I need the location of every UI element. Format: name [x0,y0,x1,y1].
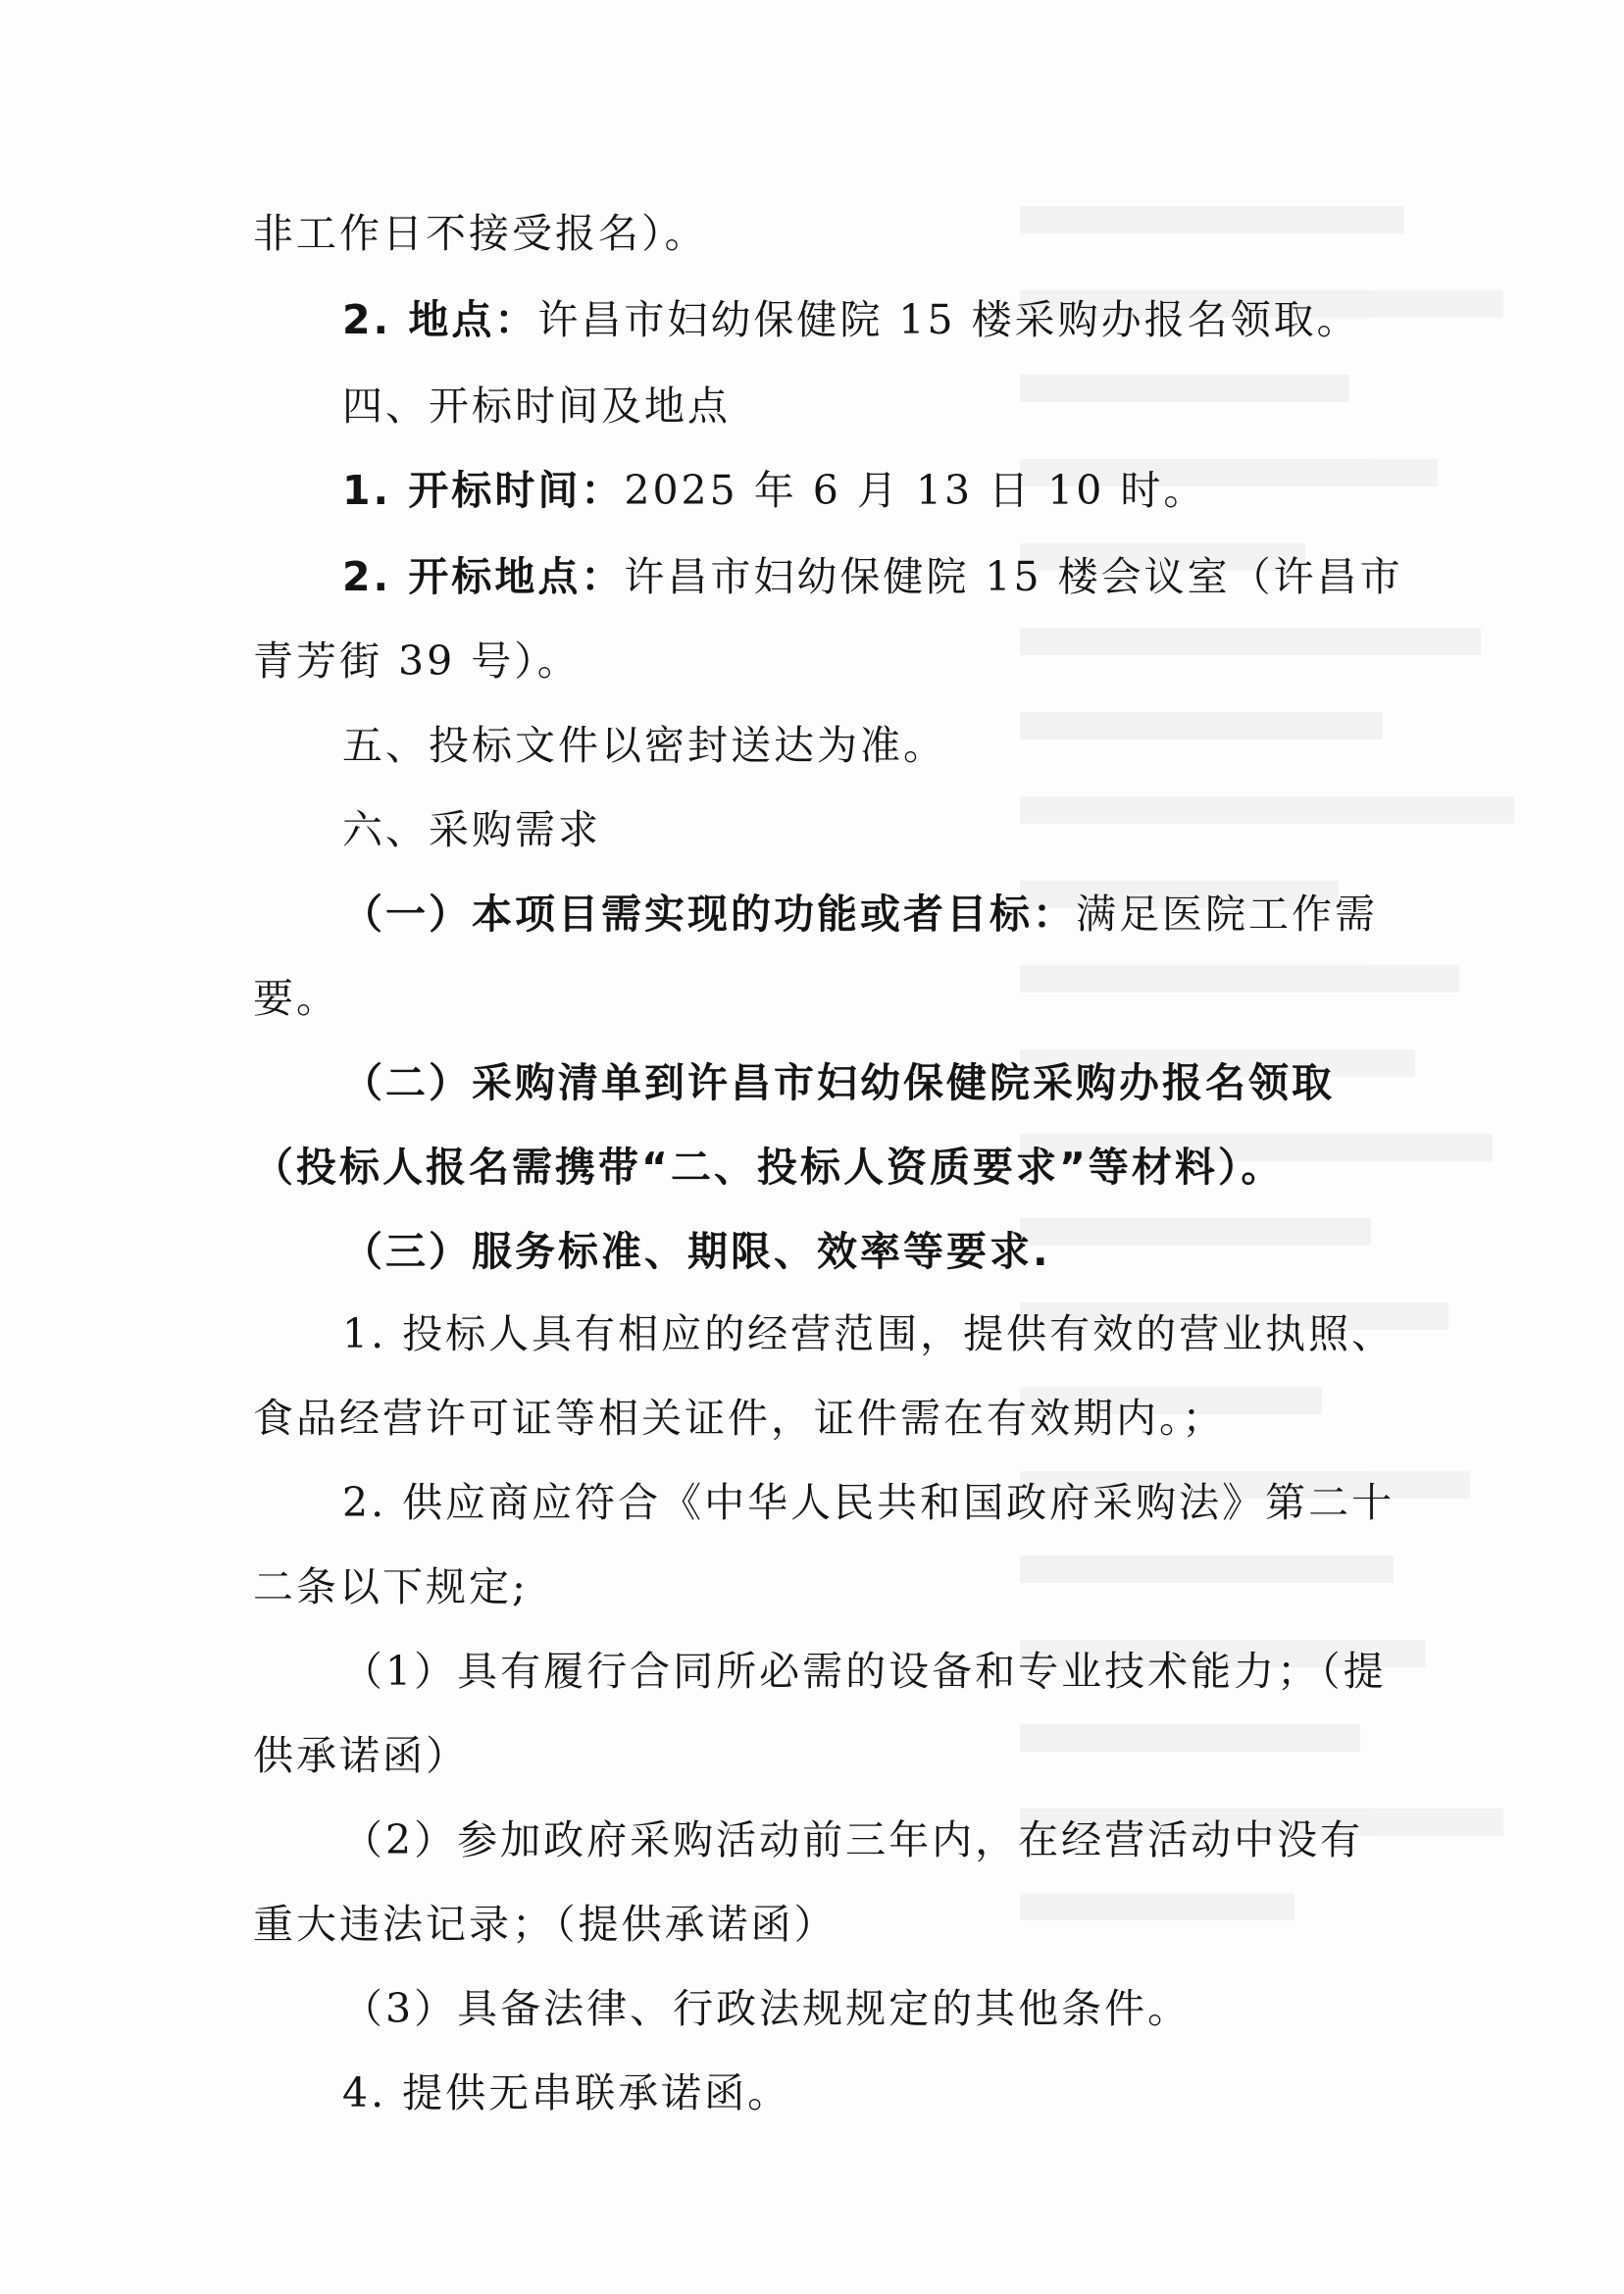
text-line-2: 2. 地点：许昌市妇幼保健院 15 楼采购办报名领取。 [342,296,1360,343]
subsection-2-heading: （二）采购清单到许昌市妇幼保健院采购办报名领取 [342,1059,1335,1106]
condition-2-line-1: （2）参加政府采购活动前三年内，在经营活动中没有 [342,1816,1364,1863]
section-heading-4: 四、开标时间及地点 [342,382,731,430]
location-label: 2. 地点： [342,296,538,343]
opening-location-label: 2. 开标地点： [342,553,625,600]
requirement-2-line-1: 2. 供应商应符合《中华人民共和国政府采购法》第二十 [342,1479,1396,1526]
requirement-2-line-2: 二条以下规定; [253,1563,529,1610]
subsection-2-continuation: （投标人报名需携带“二、投标人资质要求”等材料）。 [253,1144,1285,1191]
requirement-1-line-2: 食品经营许可证等相关证件，证件需在有效期内。； [253,1395,1226,1442]
subsection-3-heading: （三）服务标准、期限、效率等要求. [342,1228,1051,1275]
opening-time-label: 1. 开标时间： [342,467,625,514]
requirement-1-line-1: 1. 投标人具有相应的经营范围，提供有效的营业执照、 [342,1310,1396,1357]
condition-1-line-1: （1）具有履行合同所必需的设备和专业技术能力；（提 [342,1648,1387,1695]
text-line-5: 2. 开标地点：许昌市妇幼保健院 15 楼会议室（许昌市 [342,553,1403,600]
section-heading-6: 六、采购需求 [342,806,601,853]
text-line-6: 青芳街 39 号）。 [253,637,581,685]
condition-1-line-2: 供承诺函） [253,1732,469,1779]
subsection-1-label: （一）本项目需实现的功能或者目标： [342,891,1076,938]
condition-2-line-2: 重大违法记录；（提供承诺函） [253,1901,837,1948]
condition-3-line: （3）具备法律、行政法规规定的其他条件。 [342,1985,1192,2032]
text-line-9: （一）本项目需实现的功能或者目标：满足医院工作需 [342,891,1378,938]
requirement-4-line: 4. 提供无串联承诺函。 [342,2069,791,2116]
text-line-10: 要。 [253,975,339,1022]
text-line-1: 非工作日不接受报名）。 [253,210,708,257]
text-line-4: 1. 开标时间：2025 年 6 月 13 日 10 时。 [342,467,1207,514]
section-heading-5: 五、投标文件以密封送达为准。 [342,722,946,769]
